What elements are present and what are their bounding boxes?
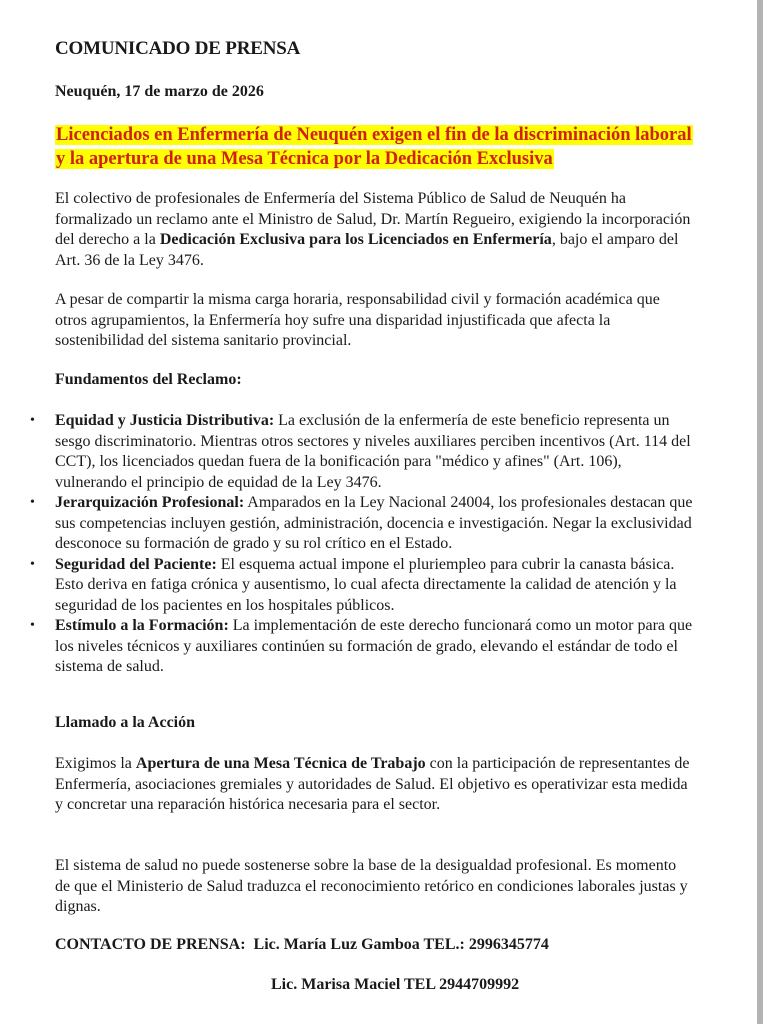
intro-bold: Dedicación Exclusiva para los Licenciados en Enfermería: [159, 231, 552, 248]
list-item-label: Equidad y Justicia Distributiva:: [55, 412, 275, 429]
bullet-icon: •: [30, 495, 35, 510]
list-item-label: Seguridad del Paciente:: [55, 555, 217, 573]
bullet-icon: •: [30, 413, 35, 428]
list-item-text: La implementación de este derecho funcionará como un motor para que los niveles técnicos y auxiliares continúen su formación de grado, elevando el estándar de todo el sistema de salud.: [55, 617, 693, 675]
list-item-label: Estímulo a la Formación:: [55, 617, 229, 634]
list-item-label: Jerarquización Profesional:: [55, 494, 245, 511]
list-item: [30, 411, 695, 493]
scrollbar[interactable]: [757, 0, 763, 1024]
press-contact-name-1: Lic. María Luz Gamboa TEL.: 2996345774: [253, 936, 549, 953]
list-item: [30, 555, 695, 617]
llamado-bold: Apertura de una Mesa Técnica de Trabajo: [135, 755, 426, 772]
list-item-text: El esquema actual impone el pluriempleo para cubrir la canasta básica. Esto deriva en fatiga crónica y ausentismo, lo cual afecta directamente la calidad de atención y la seguridad de los pacientes en los hospitales públicos.: [55, 555, 677, 614]
llamado-text-1: Exigimos la: [55, 755, 136, 772]
intro-text-1: El colectivo de profesionales de Enfermería del Sistema Público de Salud de Neuquén ha formalizado un reclamo ante el Ministro de Salud, Dr. Martín Regueiro, exigiendo la incorporación del derecho a la: [55, 190, 691, 248]
context-paragraph: A pesar de compartir la misma carga horaria, responsabilidad civil y formación académica que otros agrupamientos, la Enfermería hoy sufre una disparidad injustificada que afecta la sostenibilidad del sistema sanitario provincial.: [55, 291, 660, 349]
press-contact-primary: [55, 936, 549, 954]
llamado-text-2: con la participación de representantes de Enfermería, asociaciones gremiales y autoridades de Salud. El objetivo es operativizar esta medida y concretar una reparación histórica necesaria para el sector.: [55, 755, 690, 813]
intro-text-2: , bajo el amparo del Art. 36 de la Ley 3476.: [55, 231, 679, 269]
headline: [55, 123, 695, 171]
press-contact-secondary: Lic. Marisa Maciel TEL 2944709992: [271, 976, 520, 993]
llamado-heading: Llamado a la Acción: [55, 714, 196, 731]
date-line: Neuquén, 17 de marzo de 2026: [55, 83, 264, 100]
closing-paragraph: El sistema de salud no puede sostenerse sobre la base de la desigualdad profesional. Es momento de que el Ministerio de Salud traduzca el reconocimiento retórico en condiciones laborales justas y dignas.: [55, 857, 688, 915]
bullet-icon: •: [30, 556, 35, 572]
press-contact-label: CONTACTO DE PRENSA:: [55, 936, 246, 953]
list-item: [30, 616, 695, 678]
headline-highlight: Licenciados en Enfermería de Neuquén exigen el fin de la discriminación laboral y la apertura de una Mesa Técnica por la Dedicación Exclusiva: [56, 125, 692, 169]
bullet-icon: •: [30, 618, 35, 633]
document-title: COMUNICADO DE PRENSA: [55, 38, 301, 59]
fundamentos-list: [30, 411, 695, 678]
fundamentos-heading: Fundamentos del Reclamo:: [55, 371, 242, 388]
list-item-text: La exclusión de la enfermería de este beneficio representa un sesgo discriminatorio. Mientras otros sectores y niveles auxiliares perciben incentivos (Art. 114 del CCT), los licenciados quedan fuera de la bonificación para "médico y afines" (Art. 106), vulnerando el principio de equidad de la Ley 3476.: [55, 412, 691, 491]
list-item-text: Amparados en la Ley Nacional 24004, los profesionales destacan que sus competencias incluyen gestión, administración, docencia e investigación. Negar la exclusividad desconoce su formación de grado y su rol crítico en el Estado.: [55, 494, 693, 552]
llamado-paragraph: [55, 754, 695, 816]
list-item: [30, 493, 695, 555]
intro-paragraph: [55, 189, 695, 271]
